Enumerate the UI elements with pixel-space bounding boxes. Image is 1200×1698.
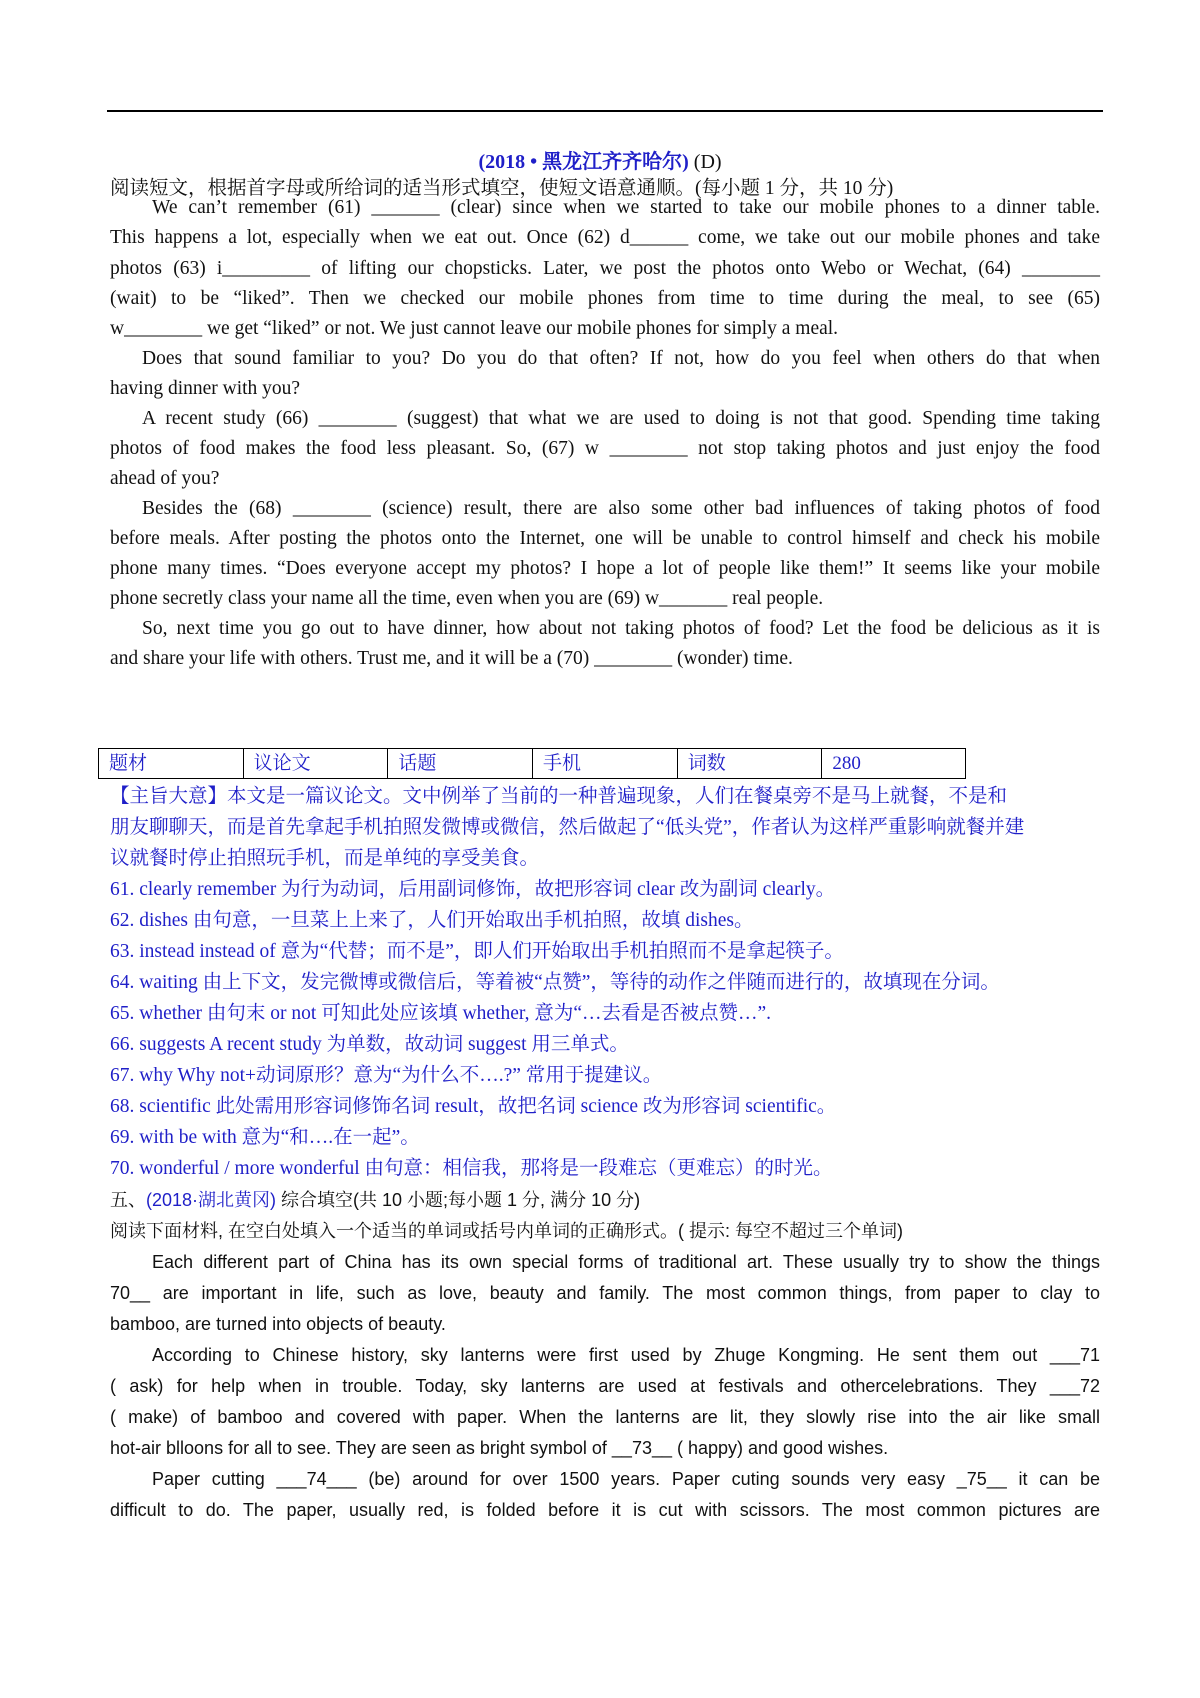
- passage-line: So, next time you go out to have dinner, how about not taking photos of food? Let the food be delicious as it is: [142, 618, 1100, 639]
- section-instructions: 阅读下面材料, 在空白处填入一个适当的单词或括号内单词的正确形式。( 提示: 每空不超过三个单词): [110, 1221, 903, 1241]
- passage-line: before meals. After posting the photos onto the Internet, one will be unable to control himself and check his mobile: [110, 528, 1100, 549]
- section-heading: [110, 1184, 1100, 1216]
- section-passage-line: hot-air blloons for all to see. They are seen as bright symbol of __73__ ( happy) and good wishes.: [110, 1438, 889, 1458]
- answer-line: 69. with be with 意为“和….在一起”。: [110, 1127, 420, 1148]
- summary-line: 朋友聊聊天，而是首先拿起手机拍照发微博或微信，然后做起了“低头党”，作者认为这样严重影响就餐并建: [110, 817, 1025, 838]
- passage-line: phone many times. “Does everyone accept my photos? I hope a lot of people like them!” It seems like your mobile: [110, 558, 1100, 579]
- passage-line: Besides the (68) ________ (science) result, there are also some other bad influences of taking photos of food: [142, 498, 1100, 519]
- header-rule: [107, 110, 1103, 112]
- info-table: [98, 748, 966, 779]
- passage-line: phone secretly class your name all the time, even when you are (69) w_______ real people.: [110, 588, 824, 609]
- table-cell: 议论文: [244, 749, 389, 778]
- passage-line: Does that sound familiar to you? Do you do that often? If not, how do you feel when others do that when: [142, 348, 1100, 369]
- summary-line: 议就餐时停止拍照玩手机，而是单纯的享受美食。: [110, 848, 540, 869]
- question-source: (2018 • 黑龙江齐齐哈尔): [478, 151, 689, 173]
- passage-line: This happens a lot, especially when we eat out. Once (62) d______ come, we take out our mobile phones and take: [110, 227, 1100, 248]
- section-source: (2018·湖北黄冈): [146, 1190, 277, 1210]
- section-prefix: 五、: [110, 1190, 146, 1210]
- section-passage-line: bamboo, are turned into objects of beauty.: [110, 1314, 446, 1334]
- section-passage-line: difficult to do. The paper, usually red, is folded before it is cut with scissors. The most common pictures are: [110, 1500, 1100, 1520]
- answer-line: 68. scientific 此处需用形容词修饰名词 result，故把名词 science 改为形容词 scientific。: [110, 1096, 837, 1117]
- passage-line: photos (63) i_________ of lifting our chopsticks. Later, we post the photos onto Webo or Wechat, (64) ________: [110, 258, 1100, 279]
- passage-line: ahead of you?: [110, 468, 220, 489]
- table-cell: 题材: [99, 749, 244, 778]
- question-tag: (D): [688, 151, 722, 173]
- answer-line: 64. waiting 由上下文，发完微博或微信后，等着被“点赞”，等待的动作之伴随而进行的，故填现在分词。: [110, 972, 1000, 993]
- passage-line: having dinner with you?: [110, 378, 301, 399]
- question-title: [0, 148, 1200, 176]
- answer-line: 61. clearly remember 为行为动词，后用副词修饰，故把形容词 clear 改为副词 clearly。: [110, 879, 836, 900]
- summary-line: 【主旨大意】本文是一篇议论文。文中例举了当前的一种普遍现象，人们在餐桌旁不是马上就餐，不是和: [110, 786, 1008, 807]
- section-desc: 综合填空(共 10 小题;每小题 1 分, 满分 10 分): [276, 1190, 641, 1210]
- passage-line: photos of food makes the food less pleasant. So, (67) w ________ not stop taking photos and just enjoy the food: [110, 438, 1100, 459]
- passage-line: We can’t remember (61) _______ (clear) since when we started to take our mobile phones to a dinner table.: [152, 197, 1100, 218]
- passage-line: w________ we get “liked” or not. We just cannot leave our mobile phones for simply a meal.: [110, 318, 839, 339]
- section-passage-line: Each different part of China has its own special forms of traditional art. These usually try to show the things: [152, 1252, 1100, 1272]
- section-passage-line: 70__ are important in life, such as love, beauty and family. The most common things, from paper to clay to: [110, 1283, 1100, 1303]
- table-cell: 话题: [388, 749, 533, 778]
- passage-line: A recent study (66) ________ (suggest) that what we are used to doing is not that good. Spending time taking: [142, 408, 1100, 429]
- instructions: 阅读短文，根据首字母或所给词的适当形式填空，使短文语意通顺。(每小题 1 分，共 10 分): [110, 178, 894, 199]
- section-passage-line: ( make) of bamboo and covered with paper. When the lanterns are lit, they slowly rise into the air like small: [110, 1407, 1100, 1427]
- section-passage-line: ( ask) for help when in trouble. Today, sky lanterns are used at festivals and othercelebrations. They ___72: [110, 1376, 1100, 1396]
- section-passage-line: Paper cutting ___74___ (be) around for over 1500 years. Paper cuting sounds very easy _75__ it can be: [152, 1469, 1100, 1489]
- table-cell: 280: [832, 753, 861, 774]
- answer-line: 67. why Why not+动词原形？意为“为什么不….?” 常用于提建议。: [110, 1065, 663, 1086]
- answer-line: 62. dishes 由句意，一旦菜上上来了，人们开始取出手机拍照，故填 dishes。: [110, 910, 754, 931]
- answer-line: 65. whether 由句末 or not 可知此处应该填 whether, 意为“…去看是否被点赞…”.: [110, 1003, 772, 1024]
- table-cell: 手机: [533, 749, 678, 778]
- answer-line: 66. suggests A recent study 为单数，故动词 suggest 用三单式。: [110, 1034, 629, 1055]
- passage-line: (wait) to be “liked”. Then we checked our mobile phones from time to time during the meal, to see (65): [110, 288, 1100, 309]
- answer-line: 63. instead instead of 意为“代替；而不是”，即人们开始取出手机拍照而不是拿起筷子。: [110, 941, 844, 962]
- passage-line: and share your life with others. Trust me, and it will be a (70) ________ (wonder) time.: [110, 648, 793, 669]
- table-cell: 词数: [678, 749, 823, 778]
- answer-line: 70. wonderful / more wonderful 由句意：相信我，那将是一段难忘（更难忘）的时光。: [110, 1158, 833, 1179]
- section-passage-line: According to Chinese history, sky lanterns were first used by Zhuge Kongming. He sent them out ___71: [152, 1345, 1100, 1365]
